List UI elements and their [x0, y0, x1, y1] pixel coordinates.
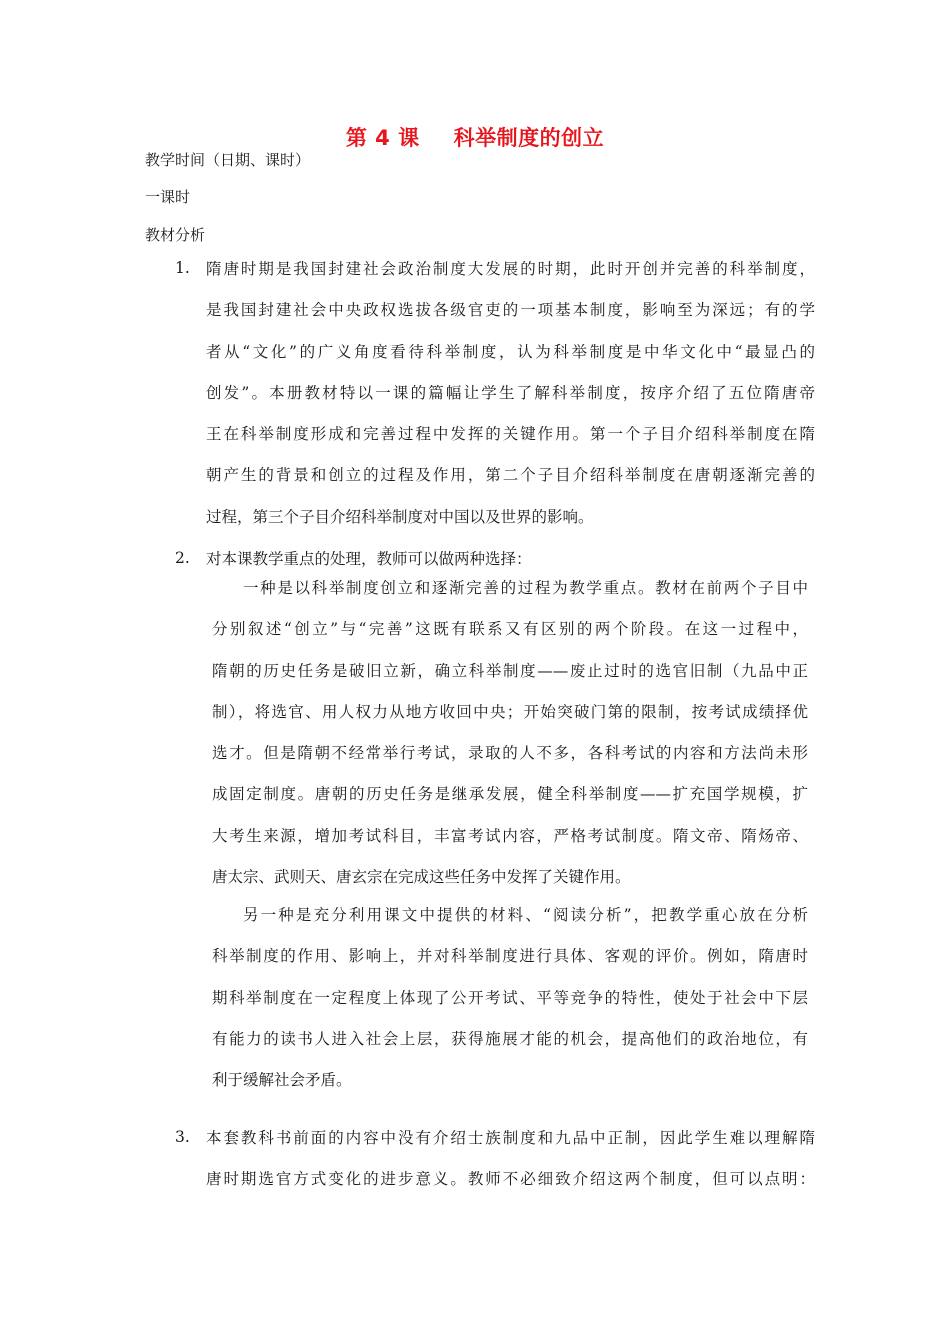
teaching-time-label: 教学时间（日期、课时） — [145, 151, 311, 169]
lesson-number: 第 4 课 — [345, 126, 420, 150]
list-item-number: 3. — [175, 1128, 190, 1146]
option-two-paragraph — [212, 895, 808, 1101]
text-line: 过程，第三个子目介绍科举制度对中国以及世界的影响。 — [206, 507, 594, 526]
text-line: 成固定制度。唐朝的历史任务是继承发展，健全科举制度——扩充国学规模，扩 — [212, 785, 808, 804]
text-line: 选才。但是隋朝不经常举行考试，录取的人不多，各科考试的内容和方法尚未形 — [212, 744, 808, 763]
text-line: 分别叙述“创立”与“完善”这既有联系又有区别的两个阶段。在这一过程中， — [212, 620, 808, 639]
teaching-time-value: 一课时 — [145, 188, 191, 206]
analysis-label: 教材分析 — [145, 226, 206, 244]
text-line: 创发”。本册教材特以一课的篇幅让学生了解科举制度，按序介绍了五位隋唐帝 — [206, 383, 815, 402]
page-title — [0, 122, 950, 152]
text-line: 朝产生的背景和创立的过程及作用，第二个子目介绍科举制度在唐朝逐渐完善的 — [206, 466, 815, 485]
lesson-title: 科举制度的创立 — [453, 126, 605, 150]
text-line: 唐太宗、武则天、唐玄宗在完成这些任务中发挥了关键作用。 — [212, 868, 631, 887]
text-line: 制），将选官、用人权力从地方收回中央；开始突破门第的限制，按考试成绩择优 — [212, 702, 808, 721]
text-line: 是我国封建社会中央政权选拔各级官吏的一项基本制度，影响至为深远；有的学 — [206, 301, 815, 320]
text-line: 一种是以科举制度创立和逐渐完善的过程为教学重点。教材在前两个子目中 — [243, 579, 808, 597]
option-one-paragraph — [212, 568, 808, 898]
text-line: 唐时期选官方式变化的进步意义。教师不必细致介绍这两个制度，但可以点明： — [206, 1170, 815, 1189]
list-item-body — [206, 1118, 815, 1201]
text-line: 者从“文化”的广义角度看待科举制度，认为科举制度是中华文化中“最显凸的 — [206, 342, 815, 361]
text-line: 王在科举制度形成和完善过程中发挥的关键作用。第一个子目介绍科举制度在隋 — [206, 425, 815, 444]
list-item-body — [206, 249, 815, 538]
text-line: 本套教科书前面的内容中没有介绍士族制度和九品中正制，因此学生难以理解隋 — [206, 1129, 815, 1147]
text-line: 另一种是充分利用课文中提供的材料、“阅读分析”，把教学重心放在分析 — [243, 906, 808, 924]
text-line: 科举制度的作用、影响上，并对科举制度进行具体、客观的评价。例如，隋唐时 — [212, 947, 808, 966]
text-line: 期科举制度在一定程度上体现了公开考试、平等竞争的特性，使处于社会中下层 — [212, 988, 808, 1007]
text-line: 大考生来源，增加考试科目，丰富考试内容，严格考试制度。隋文帝、隋炀帝、 — [212, 826, 808, 845]
text-line: 利于缓解社会矛盾。 — [212, 1071, 352, 1090]
text-line: 有能力的读书人进入社会上层，获得施展才能的机会，提高他们的政治地位，有 — [212, 1029, 808, 1048]
list-item-3 — [175, 1118, 815, 1201]
text-line: 对本课教学重点的处理，教师可以做两种选择： — [206, 550, 532, 568]
list-item-1 — [175, 249, 815, 538]
text-line: 隋朝的历史任务是破旧立新，确立科举制度——废止过时的选官旧制（九品中正 — [212, 661, 808, 680]
text-line: 隋唐时期是我国封建社会政治制度大发展的时期，此时开创并完善的科举制度， — [206, 260, 815, 278]
list-item-number: 1. — [175, 259, 190, 277]
list-item-number: 2. — [175, 549, 190, 567]
